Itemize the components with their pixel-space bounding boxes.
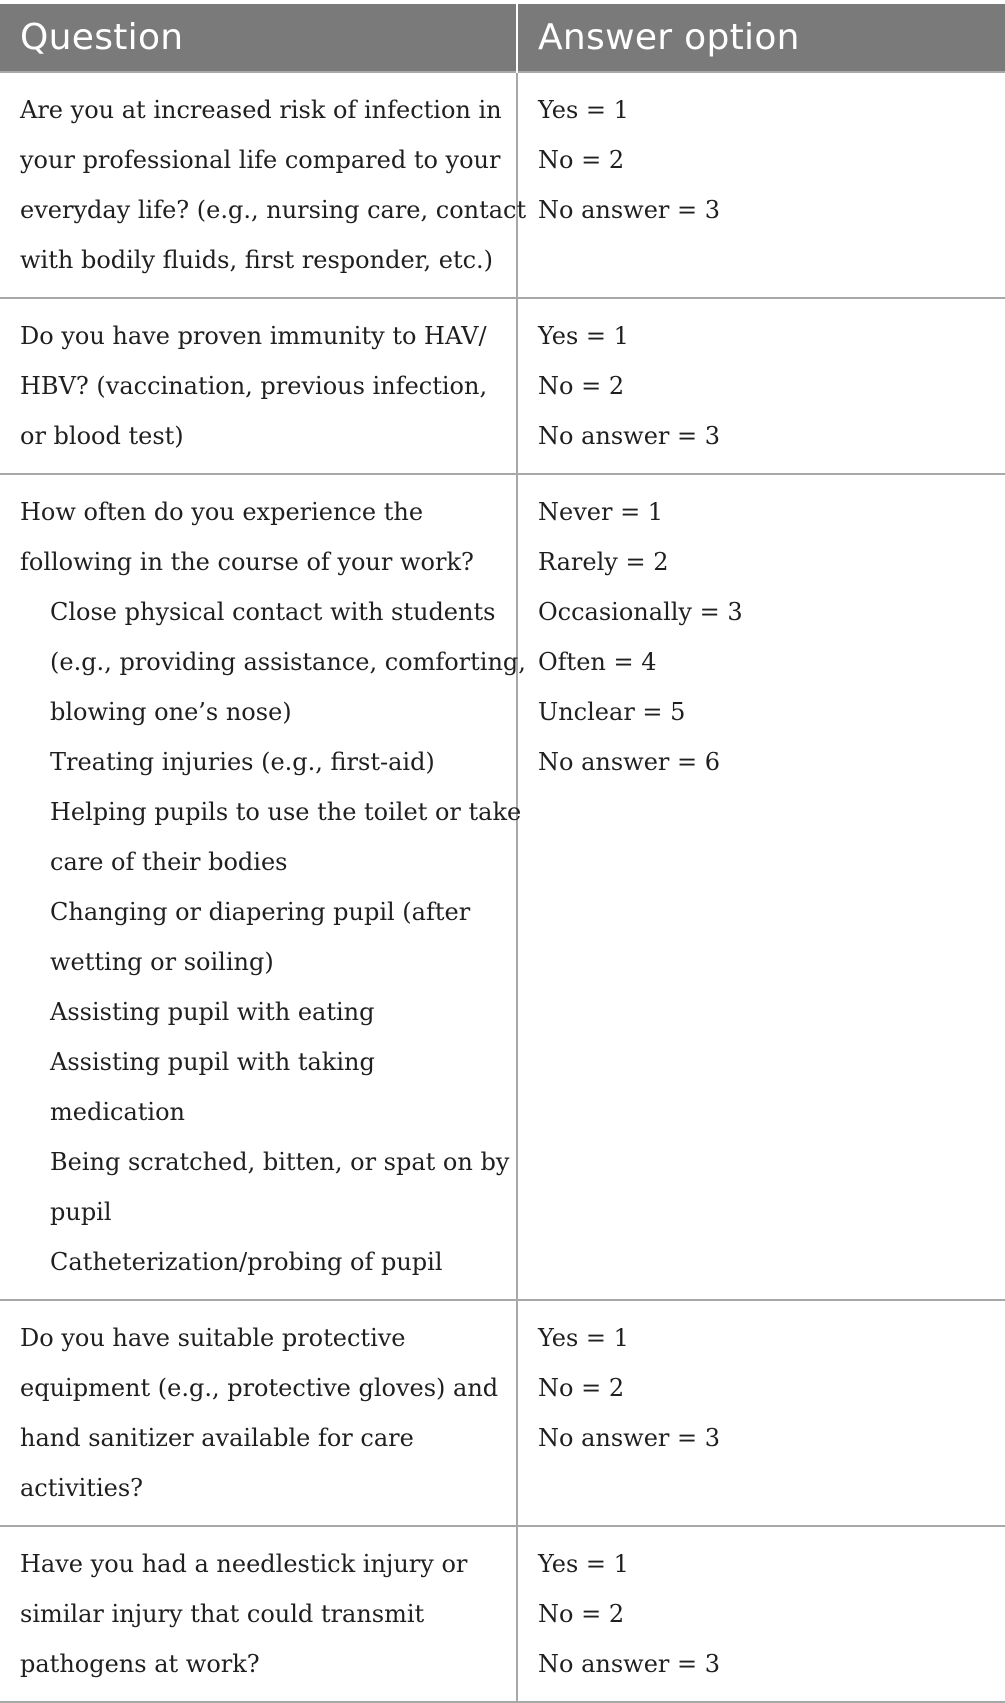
answer-option: Often = 4: [538, 648, 657, 676]
sub-item-text: care of their bodies: [50, 848, 288, 876]
question-text: following in the course of your work?: [20, 548, 474, 576]
answer-cell: [517, 474, 1005, 1300]
sub-item-text: Changing or diapering pupil (after: [50, 898, 471, 926]
answer-option: No answer = 6: [538, 748, 721, 776]
answer-option: No answer = 3: [538, 1650, 721, 1678]
answer-cell: [517, 1526, 1005, 1702]
sub-item-text: Assisting pupil with taking: [50, 1048, 375, 1076]
sub-item-text: pupil: [50, 1198, 112, 1226]
question-text: activities?: [20, 1474, 144, 1502]
survey-table-container: [0, 4, 1005, 1703]
answer-option: Yes = 1: [538, 1324, 629, 1352]
question-text: with bodily fluids, first responder, etc.): [20, 246, 494, 274]
table-row: [0, 474, 1005, 1300]
answer-cell: [517, 1300, 1005, 1526]
question-cell: [0, 474, 526, 1300]
question-text: pathogens at work?: [20, 1650, 260, 1678]
sub-item-text: Catheterization/probing of pupil: [50, 1248, 443, 1276]
question-text: Are you at increased risk of infection in: [20, 96, 502, 124]
sub-item-text: wetting or soiling): [50, 948, 274, 976]
question-text: Do you have proven immunity to HAV/: [20, 322, 487, 350]
answer-option: No = 2: [538, 372, 625, 400]
question-column-header: Question: [0, 4, 517, 72]
answer-option: No = 2: [538, 146, 625, 174]
answer-option: Occasionally = 3: [538, 598, 743, 626]
answer-column-header: Answer option: [517, 4, 1005, 72]
sub-item-text: blowing one’s nose): [50, 698, 292, 726]
answer-option: Yes = 1: [538, 322, 629, 350]
answer-cell: [517, 298, 1005, 474]
question-cell: [0, 1526, 517, 1702]
survey-table: [0, 4, 1005, 1703]
answer-option: No = 2: [538, 1374, 625, 1402]
question-text: your professional life compared to your: [20, 146, 501, 174]
sub-item-text: Being scratched, bitten, or spat on by: [50, 1148, 510, 1176]
answer-option: Yes = 1: [538, 96, 629, 124]
table-row: [0, 72, 1005, 298]
question-text: How often do you experience the: [20, 498, 424, 526]
sub-item-text: Close physical contact with students: [50, 598, 496, 626]
question-cell: [0, 1300, 517, 1526]
question-cell: [0, 298, 517, 474]
answer-option: Rarely = 2: [538, 548, 669, 576]
answer-option: Never = 1: [538, 498, 664, 526]
table-row: [0, 1526, 1005, 1702]
table-row: [0, 1300, 1005, 1526]
answer-cell: [517, 72, 1005, 298]
answer-option: No answer = 3: [538, 196, 721, 224]
sub-item-text: Helping pupils to use the toilet or take: [50, 798, 522, 826]
question-text: Have you had a needlestick injury or: [20, 1550, 468, 1578]
question-text: or blood test): [20, 422, 184, 450]
answer-option: No answer = 3: [538, 1424, 721, 1452]
sub-item-text: Assisting pupil with eating: [50, 998, 375, 1026]
question-text: HBV? (vaccination, previous infection,: [20, 372, 488, 400]
answer-option: Unclear = 5: [538, 698, 686, 726]
sub-item-text: Treating injuries (e.g., first-aid): [50, 748, 435, 776]
header-row: [0, 4, 1005, 72]
sub-item-text: (e.g., providing assistance, comforting,: [50, 648, 526, 676]
answer-option: No answer = 3: [538, 422, 721, 450]
answer-option: No = 2: [538, 1600, 625, 1628]
question-text: similar injury that could transmit: [20, 1600, 425, 1628]
question-text: equipment (e.g., protective gloves) and: [20, 1374, 499, 1402]
sub-item-text: medication: [50, 1098, 185, 1126]
question-text: everyday life? (e.g., nursing care, contact: [20, 196, 527, 224]
table-row: [0, 298, 1005, 474]
question-text: hand sanitizer available for care: [20, 1424, 414, 1452]
question-cell: [0, 72, 527, 298]
answer-option: Yes = 1: [538, 1550, 629, 1578]
question-text: Do you have suitable protective: [20, 1324, 406, 1352]
